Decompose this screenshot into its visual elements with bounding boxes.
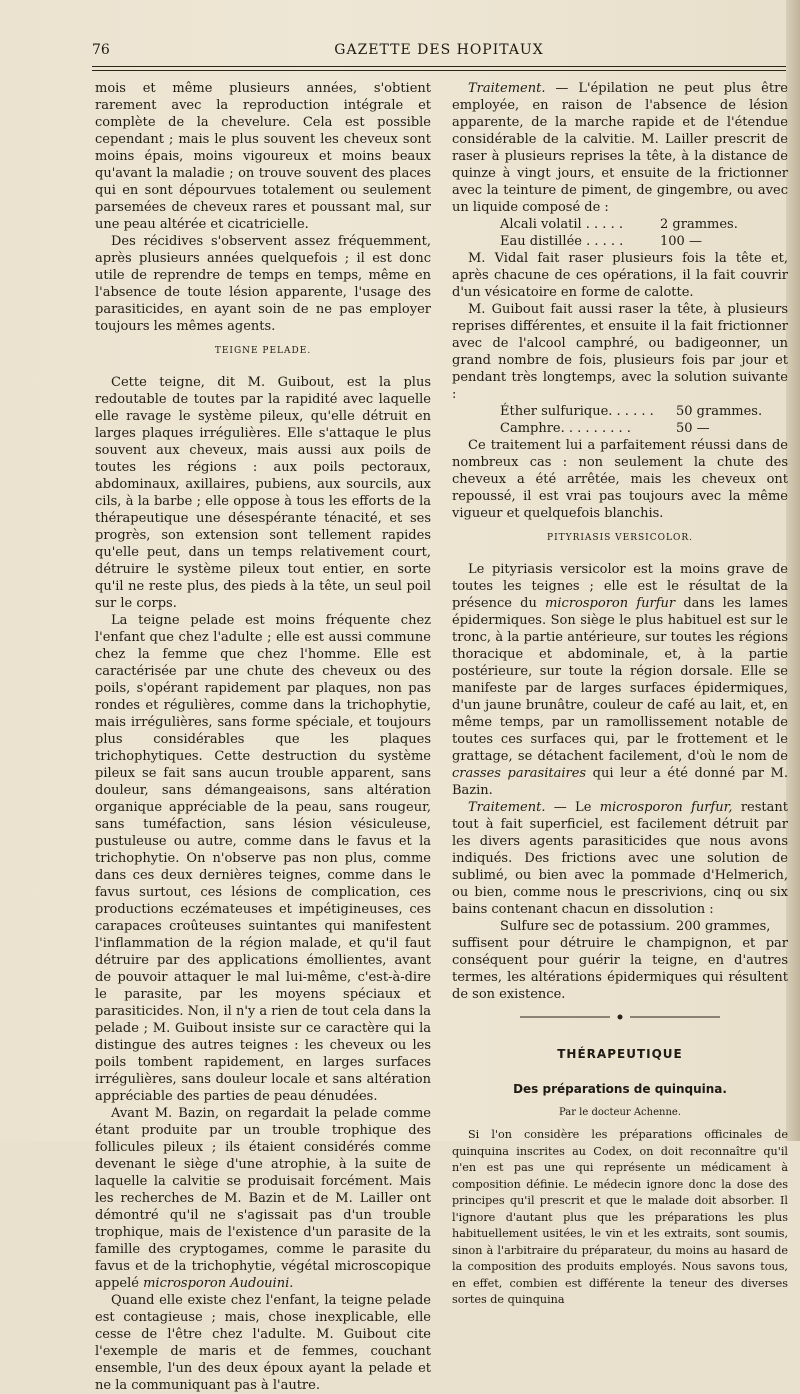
species-name: microsporon furfur [545,596,676,611]
paragraph [452,799,788,918]
formula-1 [452,216,788,250]
paragraph: Quand elle existe chez l'enfant, la teigne pelade est contagieuse ; mais, chose inexplicable, elle cesse de l'être chez l'adulte. M. Guibout cite l'exemple de maris et de femmes, couchant ensemble, l'un des deux époux ayant la pelade et ne la communiquant pas à l'autre. [95,1293,431,1393]
formula-3 [452,918,788,935]
ingredient-amount: 2 grammes. [660,217,738,232]
paragraph: suffisent pour détruire le champignon, et par conséquent pour guérir la teigne, en d'autres termes, les altérations épidermiques qui résultent de son existence. [452,936,788,1002]
ornament-divider-icon [520,1013,720,1021]
formula-line [452,403,788,420]
species-name: microsporon furfur, [599,800,733,815]
paragraph [452,561,788,799]
ingredient-name: Alcali volatil . . . . . [500,217,623,232]
page-header [92,38,786,68]
right-column [452,80,788,1309]
ingredient-name: Eau distillée . . . . . [500,234,624,249]
section-title: THÉRAPEUTIQUE [557,1047,683,1061]
run-in-heading: Traitement. [468,800,546,815]
paragraph: Ce traitement lui a parfaitement réussi dans de nombreux cas : non seulement la chute des cheveux a été arrêtée, mais les cheveux ont repoussé, il est vrai pas toujours avec la même vigueur et quelquefois blanchis. [452,438,788,521]
paragraph: M. Vidal fait raser plusieurs fois la tête et, après chacune de ces opérations, il la fait couvrir d'un vésicatoire en forme de calotte. [452,251,788,300]
formula-line [452,233,788,250]
byline: Par le docteur Achenne. [558,1107,681,1118]
ingredient-name: Sulfure sec de potassium. [500,919,671,934]
ingredient-name: Camphre. . . . . . . . . [500,421,631,436]
paragraph-text: restant tout à fait superficiel, est facilement détruit par les divers agents parasiticides que nous avons indiqués. Des frictions avec une solution de sublimé, ou bien avec la pommade d'Helmerich, ou bien, comme nous le prescrivions, cinq ou six bains contenant chacun en dissolution : [452,800,788,917]
paragraph-text: Avant M. Bazin, on regardait la pelade comme étant produite par un trouble trophique des follicules pileux ; ils étaient considérés comme devenant le siège d'une atrophie, à la suite de laquelle la calvitie se produisait forcément. Mais les recherches de M. Bazin et de M. Lailler ont démontré qu'il ne s'agissait pas d'un trouble trophique, mais de l'existence d'un parasite de la famille des cryptogames, comme le parasite du favus et de la trichophytie, végétal microscopique appelé [95,1106,431,1291]
species-name: microsporon Audouini. [143,1276,294,1291]
paragraph-text: dans les lames épidermiques. Son siège le plus habituel est sur le tronc, à la partie antérieure, sur toutes les régions thoracique et abdominale, et, à la partie postérieure, sur toute la région dorsale. Elle se manifeste par de larges surfaces épidermiques, d'un jaune brunâtre, couleur de café au lait, et, en même temps, par un ramollissement notable de toutes ces surfaces qui, par le frottement et le grattage, se détachent facilement, d'où le nom de [452,596,788,764]
paragraph [452,80,788,216]
paragraph-text: qui leur a été donné par M. Bazin. [452,766,788,798]
paragraph: Cette teigne, dit M. Guibout, est la plus redoutable de toutes par la rapidité avec laquelle elle ravage le système pileux, qu'elle détruit en larges plaques irrégulières. Elle s'attaque le plus souvent aux cheveux, mais aussi aux poils de toutes les régions : aux poils pectoraux, abdominaux, axillaires, pubiens, aux sourcils, aux cils, à la barbe ; elle oppose à tous les efforts de la thérapeutique une désespérante ténacité, et ses progrès, son extension sont tellement rapides qu'elle peut, dans un temps relativement court, détruire le système pileux tout entier, en sorte qu'il ne reste plus, des pieds à la tête, un seul poil sur le corps. [95,375,431,611]
formula-line [452,216,788,233]
section-divider [452,1009,788,1026]
left-column [95,80,431,1394]
paragraph: La teigne pelade est moins fréquente chez l'enfant que chez l'adulte ; elle est aussi commune chez la femme que chez l'homme. Elle est caractérisée par une chute des cheveux ou des poils, s'opérant rapidement par plaques, non pas rondes et régulières, comme dans la trichophytie, mais irrégulières, sans forme spéciale, et toujours plus considérables que les plaques trichophytiques. Cette destruction du système pileux se fait sans aucun trouble apparent, sans douleur, sans démangeaisons, sans altération organique appréciable de la peau, sans rougeur, sans tuméfaction, sans lésion vésiculeuse, pustuleuse ou autre, comme dans le favus et la trichophytie. On n'observe pas non plus, comme dans ces deux dernières teignes, comme dans le favus surtout, ces lésions de complication, ces productions eczémateuses et impétigineuses, ces carapaces croûteuses suintantes qui manifestent l'inflammation de la région malade, et qu'il faut détruire par des applications émollientes, avant de pouvoir attaquer le mal lui-même, c'est-à-dire le parasite, par les moyens spéciaux et parasiticides. Non, il n'y a rien de tout cela dans la pelade ; M. Guibout insiste sur ce caractère qui la distingue des autres teignes : les cheveux ou les poils tombent rapidement, en larges surfaces irrégulières, sans douleur locale et sans altération appréciable des parties de peau dénudées. [95,613,431,1104]
formula-line [452,420,788,437]
ingredient-amount: 50 — [676,421,710,436]
formula-2 [452,403,788,437]
section-heading-pityriasis: PITYRIASIS VERSICOLOR. [547,533,693,543]
header-rule-top [92,66,786,67]
section-heading-teigne-pelade: TEIGNE PELADE. [214,346,312,356]
paragraph [95,1105,431,1292]
paragraph: Des récidives s'observent assez fréquemment, après plusieurs années quelquefois ; il est donc utile de reprendre de temps en temps, même en l'absence de toute lésion apparente, l'usage des parasiticides, en ayant soin de ne pas employer toujours les mêmes agents. [95,234,431,334]
paragraph-text: — L'épilation ne peut plus être employée, en raison de l'absence de lésion apparente, de la marche rapide et de l'étendue considérable de la calvitie. M. Lailler prescrit de raser à plusieurs reprises la tête, à la distance de quinze à vingt jours, et ensuite de la frictionner avec la teinture de piment, de gingembre, ou avec un liquide composé de : [452,81,788,215]
paragraph: Si l'on considère les préparations officinales de quinquina inscrites au Codex, on doit reconnaître qu'il n'en est pas une qui représente un médicament à composition définie. Le médecin ignore donc la dose des principes qu'il prescrit et que le malade doit absorber. Il l'ignore d'autant plus que les préparations les plus habituellement usitées, le vin et les extraits, sont soumis, sinon à l'arbitraire du préparateur, du moins au hasard de la composition des produits employés. Nous savons tous, en effet, combien est différente la teneur des diverses sortes de quinquina [452,1128,788,1306]
page-edge [786,0,800,1141]
paragraph-text: Le pityriasis versicolor est la moins grave de toutes les teignes ; elle est le résultat de la présence du [452,562,788,611]
journal-title: GAZETTE DES HOPITAUX [334,42,544,58]
article-title: Des préparations de quinquina. [513,1082,727,1096]
ingredient-amount: 100 — [660,234,702,249]
run-in-heading: Traitement. [468,81,546,96]
page-number: 76 [92,42,110,58]
ingredient-amount: 200 grammes, [676,919,771,934]
paragraph: M. Guibout fait aussi raser la tête, à plusieurs reprises différentes, et ensuite il la fait frictionner avec de l'alcool camphré, ou badigeonner, un grand nombre de fois, plusieurs fois par jour et pendant très longtemps, avec la solution suivante : [452,302,788,402]
paragraph: mois et même plusieurs années, s'obtient rarement avec la reproduction intégrale et complète de la chevelure. Cela est possible cependant ; mais le plus souvent les cheveux sont moins épais, moins vigoureux et moins beaux qu'avant la maladie ; on trouve souvent des places qui en sont dépourvues totalement ou seulement parsemées de cheveux rares et poussant mal, sur une peau altérée et cicatricielle. [95,81,431,232]
term-name: crasses parasitaires [452,766,587,781]
paragraph-text: — Le [545,800,592,815]
ingredient-name: Éther sulfurique. . . . . . [500,404,654,419]
ingredient-amount: 50 grammes. [676,404,763,419]
header-rule-bottom [92,70,786,71]
